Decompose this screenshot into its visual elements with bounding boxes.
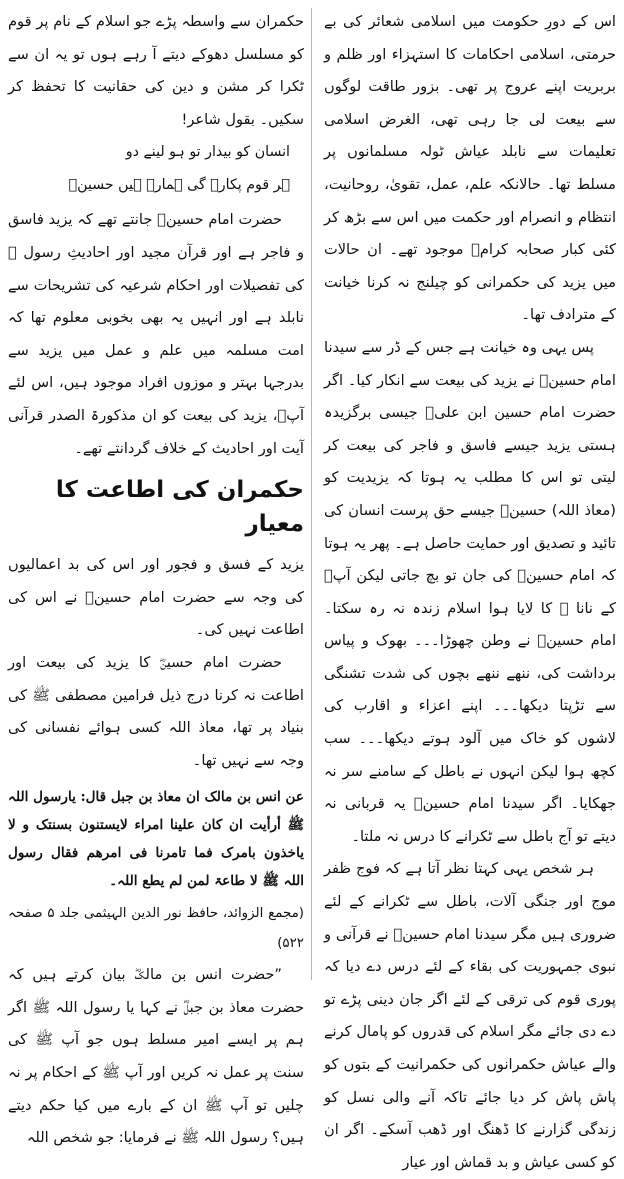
left-paragraph-2: حضرت امام حسینؓ جانتے تھے کہ یزید فاسق و فاجر ہے اور قرآن مجید اور احادیثِ رسول ﷺ کی تفصیلات اور احکام شرعیہ کی تشریحات سے نابلد ہے اور انہیں یہ بھی بخوبی معلوم تھا کہ امت مسلمہ میں علم و عمل میں یزید سے بدرجہا بہتر و موزوں افراد موجود ہیں، اس لئے آپؓ، یزید کی بیعت کو ان مذکورۃ الصدر قرآنی آیت اور احادیث کے خلاف گردانتے تھے۔ <box>8 211 304 457</box>
right-paragraph-3: ہر شخص یہی کہتا نظر آتا ہے کہ فوج ظفر موج اور جنگی آلات، باطل سے ٹکرانے کے لئے ضروری ہیں مگر سیدنا امام حسینؓ نے قرآنی و نبوی جمہوریت کی بقاء کے لئے درس دے دیا کہ پوری قوم کی ترقی کے لئے اگر جان دینی پڑے تو دے دی جائے مگر اسلام کی قدروں کو پامال کرنے والے عیاش حکمرانوں کی حکمرانیت کے بتوں کو پاش پاش کر دیا جائے تاکہ آنے والی نسل کو زندگی گزارنے کا ڈھنگ اور ڈھب آسکے۔ اگر ان کو کسی عیاش و بد قماش اور عیار <box>324 860 616 1171</box>
left-paragraph-4: حضرت امام حسینؓ کا یزید کی بیعت اور اطاعت نہ کرنا درج ذیل فرامین مصطفی ﷺ کی بنیاد پر تھا، معاذ اللہ کسی ہوائے نفسانی کی وجہ سے نہیں تھا۔ <box>8 653 304 769</box>
poem-line-2-text: ہر قوم پکارے گی ہمارے ہیں حسینؓ <box>68 177 290 194</box>
right-column <box>324 6 616 1171</box>
poem-line-1-text: انسان کو بیدار تو ہو لینے دو <box>125 144 290 161</box>
right-paragraph-1: اس کے دورِ حکومت میں اسلامی شعائر کی بے حرمتی، اسلامی احکامات کا استہزاء اور ظلم و بربریت اپنے عروج پر تھی۔ بزور طاقت لوگوں سے بیعت لی جا رہی تھی، الغرض اسلامی تعلیمات سے نابلد عیاش ٹولہ مسلمانوں پر مسلط تھا۔ حالانکہ علم، عمل، تقویٰ، روحانیت، انتظام و انصرام اور حکمت میں اس سے بڑھ کر کئی کبار صحابہ کرامؓ موجود تھے۔ ان حالات میں یزید کی حکمرانی کو چیلنج نہ کرنا خیانت کے مترادف تھا۔ <box>324 13 616 324</box>
left-paragraph-5: ”حضرت انس بن مالکؓ بیان کرتے ہیں کہ حضرت معاذ بن جبلؓ نے کہا یا رسول اللہ ﷺ اگر ہم پر ایسے امیر مسلط ہوں جو آپ ﷺ کی سنت پر عمل نہ کریں اور آپ ﷺ کے احکام پر نہ چلیں تو آپ ﷺ ان کے بارے میں کیا حکم دیتے ہیں؟ رسول اللہ ﷺ نے فرمایا: جو شخص اللہ <box>8 966 304 1147</box>
poem-line-2 <box>8 169 304 202</box>
left-paragraph-1: حکمران سے واسطہ پڑے جو اسلام کے نام پر قوم کو مسلسل دھوکے دیتے آ رہے ہوں تو یہ ان سے ٹکرا کر مشن و دین کی حقانیت کا تحفظ کر سکیں۔ بقول شاعر! <box>8 13 304 128</box>
hadith-reference: (مجمع الزوائد، حافظ نور الدین الہیثمی جلد ۵ صفحہ ۵۲۲) <box>8 906 305 952</box>
poem-line-1 <box>8 136 304 169</box>
section-heading: حکمران کی اطاعت کا معیار <box>55 477 304 538</box>
column-divider <box>311 8 312 980</box>
poem-couplet <box>8 136 304 202</box>
arabic-hadith: عن انس بن مالک ان معاذ بن جبل قال: یارسول اللہ ﷺ أرأیت ان کان علینا امراء لایستنون بسنتک و لا یاخذون بامرک فما تامرنا فی امرھم فقال رسول اللہ ﷺ لا طاعۃ لمن لم یطع اللہ۔ <box>8 789 304 890</box>
right-paragraph-2: پس یہی وہ خیانت ہے جس کے ڈر سے سیدنا امام حسینؓ نے یزید کی بیعت سے انکار کیا۔ اگر حضرت امام حسین ابن علیؓ جیسی برگزیدہ ہستی یزید جیسے فاسق و فاجر کی بیعت کر لیتی تو اس کا مطلب یہ ہوتا کہ یزیدیت کو (معاذ اللہ) حسینؓ جیسے حق پرست انسان کی تائید و تصدیق اور حمایت حاصل ہے۔ پھر یہ ہوتا کہ امام حسینؓ کی جان تو بچ جاتی لیکن آپؐ کے نانا ﷺ کا لایا ہوا اسلام زندہ نہ رہ سکتا۔ امام حسینؓ نے وطن چھوڑا۔۔۔ بھوک و پیاس برداشت کی، ننھے ننھے بچوں کی شدت تشنگی سے تڑپتا دیکھا۔۔۔ اپنے اعزاء و اقارب کی لاشوں کو خاک میں آلود ہوتے دیکھا۔۔۔ سب کچھ ہوا لیکن انہوں نے باطل کے سامنے سر نہ جھکایا۔ اگر سیدنا امام حسینؓ یہ قربانی نہ دیتے تو آج باطل سے ٹکرانے کا درس نہ ملتا۔ <box>324 338 616 845</box>
left-column <box>8 6 305 1147</box>
left-paragraph-3: یزید کے فسق و فجور اور اس کی بد اعمالیوں کی وجہ سے حضرت امام حسینؓ نے اس کی اطاعت نہیں کی۔ <box>8 556 304 639</box>
